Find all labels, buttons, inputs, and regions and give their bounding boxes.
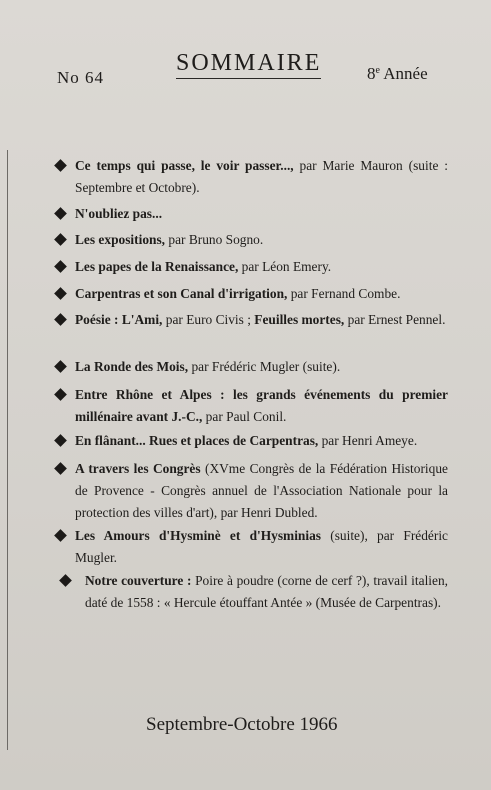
toc-entry-title: Les papes de la Renaissance,	[75, 259, 239, 274]
diamond-bullet-icon	[59, 574, 72, 587]
toc-entry-title: La Ronde des Mois,	[75, 359, 189, 374]
toc-entry	[75, 430, 448, 452]
year-ordinal: e	[375, 65, 380, 76]
toc-entry-title: Poésie : L'Ami,	[75, 312, 163, 327]
toc-entry-title: Ce temps qui passe, le voir passer...,	[75, 158, 294, 173]
toc-entry-title: Entre Rhône et Alpes : les grands événements du premier millénaire avant J.-C.,	[75, 387, 448, 424]
issue-number: No 64	[57, 68, 105, 87]
toc-entry-title: Les expositions,	[75, 232, 166, 247]
toc-entry-details: par Frédéric Mugler (suite).	[188, 359, 341, 374]
toc-entry	[75, 155, 448, 199]
toc-entry-details: par Henri Ameye.	[318, 433, 418, 448]
toc-entry-details: par Léon Emery.	[238, 259, 332, 274]
toc-entry-details-second: par Ernest Pennel.	[344, 312, 446, 327]
toc-entry-details: par Euro Civis ;	[162, 312, 255, 327]
diamond-bullet-icon	[54, 529, 67, 542]
toc-entry-details: par Bruno Sogno.	[165, 232, 264, 247]
diamond-bullet-icon	[54, 207, 67, 220]
toc-entry-title: Les Amours d'Hysminè et d'Hysminias	[75, 528, 322, 543]
toc-entry-details: par Marie Mauron (suite : Septembre et Octobre).	[75, 158, 448, 195]
toc-entry	[75, 309, 448, 331]
toc-entry-details: Poire à poudre (corne de cerf ?), travail italien, daté de 1558 : « Hercule étouffant Antée » (Musée de Carpentras).	[85, 573, 448, 610]
diamond-bullet-icon	[54, 287, 67, 300]
toc-entry-title: A travers les Congrès	[75, 461, 201, 476]
toc-entry	[75, 283, 448, 305]
toc-entry-details: par Fernand Combe.	[287, 286, 401, 301]
toc-entry-details: (suite), par Frédéric Mugler.	[75, 528, 448, 565]
diamond-bullet-icon	[54, 260, 67, 273]
toc-entry-details: par Paul Conil.	[202, 409, 287, 424]
toc-entry	[75, 458, 448, 524]
toc-entry-details: (XVme Congrès de la Fédération Historique de Provence - Congrès annuel de l'Association Nationale pour la protection des villes d'art), par Henri Dubled.	[75, 461, 448, 520]
toc-entry	[75, 356, 448, 378]
diamond-bullet-icon	[54, 462, 67, 475]
page-title: SOMMAIRE	[176, 50, 321, 79]
diamond-bullet-icon	[54, 434, 67, 447]
toc-entry-title: Carpentras et son Canal d'irrigation,	[75, 286, 288, 301]
toc-entry	[75, 256, 448, 278]
diamond-bullet-icon	[54, 233, 67, 246]
diamond-bullet-icon	[54, 388, 67, 401]
toc-entry	[75, 525, 448, 569]
diamond-bullet-icon	[54, 313, 67, 326]
year-number: 8	[367, 64, 376, 83]
toc-entry-title: N'oubliez pas...	[75, 206, 163, 221]
toc-entry	[75, 229, 448, 251]
diamond-bullet-icon	[54, 159, 67, 172]
toc-entry	[75, 203, 448, 225]
year-word: Année	[383, 64, 428, 83]
toc-entry	[75, 384, 448, 428]
toc-entry	[85, 570, 448, 614]
toc-entry-title: Notre couverture :	[85, 573, 192, 588]
toc-entry-title-second: Feuilles mortes,	[254, 312, 345, 327]
issue-date: Septembre-Octobre 1966	[146, 714, 338, 735]
diamond-bullet-icon	[54, 360, 67, 373]
toc-entry-title: En flânant... Rues et places de Carpentras,	[75, 433, 319, 448]
